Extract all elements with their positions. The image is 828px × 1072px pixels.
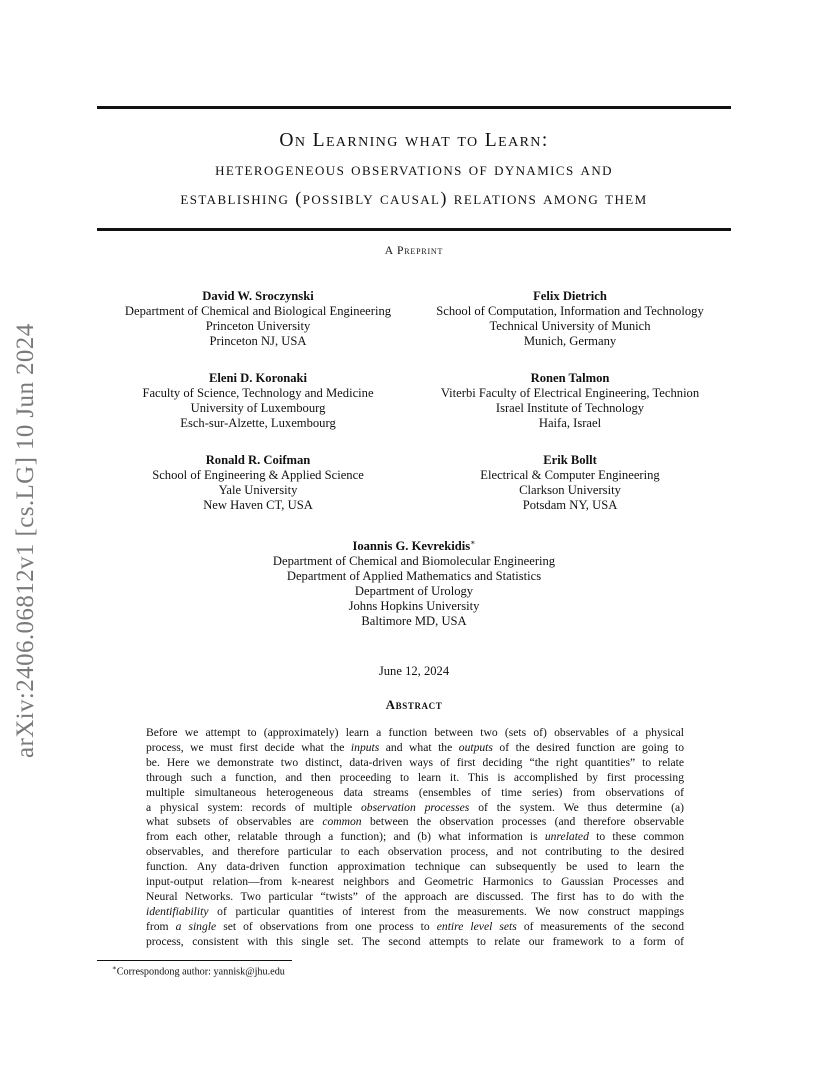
author-block: [88, 371, 428, 431]
abstract-text: from: [146, 919, 176, 933]
abstract-text: function. Any data-driven function approximation technique can subsequently be used to learn the: [146, 860, 684, 874]
author-name: Ronen Talmon: [530, 371, 610, 385]
author-affiliation: School of Computation, Information and Technology: [436, 304, 704, 318]
author-affiliation: School of Engineering & Applied Science: [152, 468, 364, 482]
abstract-line: [146, 801, 684, 816]
footnote-marker: ∗: [470, 538, 476, 547]
preprint-label: A Preprint: [384, 244, 444, 257]
title-top-rule: [97, 106, 731, 109]
abstract-line: [146, 905, 684, 920]
author-block: [400, 371, 740, 431]
abstract-line: [146, 756, 684, 771]
footnote-marker: ∗: [112, 964, 117, 972]
abstract-text: process, consistent with this single set. The second attempts to relate our framework to a form of: [146, 934, 684, 948]
title-line-3: establishing (possibly causal) relations among them: [180, 188, 648, 208]
author-affiliation: Baltimore MD, USA: [361, 614, 467, 629]
author-name: Felix Dietrich: [533, 289, 607, 303]
footnote: [112, 964, 285, 977]
author-block: [88, 289, 428, 349]
abstract-emphasis: common: [322, 815, 362, 829]
title-bottom-rule: [97, 228, 731, 231]
abstract-text: from each other, relatable through a function); and (b) what information is: [146, 830, 545, 844]
abstract-line: [146, 726, 684, 741]
abstract-line: [146, 845, 684, 860]
footnote-rule: [97, 960, 292, 961]
author-affiliation: Department of Applied Mathematics and Statistics: [286, 569, 542, 584]
abstract-text: through such a function, and then proceeding to learn it. This is accomplished by first processing: [146, 770, 684, 784]
abstract-emphasis: a single: [175, 919, 217, 933]
abstract-text: of the desired function are going to: [492, 740, 684, 754]
abstract-line: [146, 920, 684, 935]
author-affiliation: Munich, Germany: [523, 334, 617, 348]
author-block: [400, 289, 740, 349]
author-affiliation: Faculty of Science, Technology and Medicine: [142, 386, 374, 400]
paper-title: [97, 126, 731, 213]
abstract-text: what subsets of observables are: [146, 815, 323, 829]
author-block: [88, 453, 428, 513]
abstract-text: of measurements of the second: [516, 919, 685, 933]
footnote-text: Correspondong author: yannisk@jhu.edu: [116, 966, 285, 978]
abstract-emphasis: inputs: [350, 740, 380, 754]
abstract-line: [146, 875, 684, 890]
abstract-emphasis: observation processes: [361, 800, 470, 814]
abstract-text: observables, and therefore particular to each observation process, and not contributing to the desired: [146, 845, 684, 859]
author-name: Erik Bollt: [543, 453, 597, 467]
abstract-text: process, we must first decide what the: [146, 740, 351, 754]
abstract-line: [146, 890, 684, 905]
author-affiliation: Haifa, Israel: [538, 416, 602, 430]
abstract-text: a physical system: records of multiple: [146, 800, 361, 814]
publication-date: June 12, 2024: [378, 664, 450, 678]
abstract-emphasis: entire level sets: [436, 919, 517, 933]
author-affiliation: Princeton NJ, USA: [209, 334, 307, 348]
abstract-line: [146, 860, 684, 875]
author-affiliation: Department of Chemical and Biological Engineering: [124, 304, 392, 318]
abstract-heading: Abstract: [385, 697, 443, 712]
author-affiliation: Clarkson University: [519, 483, 621, 497]
author-affiliation: Electrical & Computer Engineering: [480, 468, 660, 482]
author-affiliation: Potsdam NY, USA: [522, 498, 618, 512]
author-affiliation: University of Luxembourg: [190, 401, 326, 415]
author-affiliation: Johns Hopkins University: [348, 599, 480, 614]
abstract-text: Neural Networks. Two particular “twists” of the approach are discussed. The first has to do with the: [146, 889, 684, 903]
abstract-text: and what the: [379, 740, 459, 754]
author-affiliation: Princeton University: [205, 319, 311, 333]
title-line-2: heterogeneous observations of dynamics and: [215, 159, 613, 179]
abstract-line: [146, 741, 684, 756]
abstract-text: set of observations from one process to: [216, 919, 437, 933]
author-name: Eleni D. Koronaki: [208, 371, 308, 385]
abstract-text: input-output relation—from k-nearest neighbors and Geometric Harmonics to Gaussian Processes and: [146, 875, 684, 889]
author-affiliation: Yale University: [218, 483, 298, 497]
abstract-line: [146, 815, 684, 830]
title-line-1: On Learning what to Learn:: [279, 130, 549, 151]
author-name: Ronald R. Coifman: [205, 453, 311, 467]
abstract-line: [146, 771, 684, 786]
author-affiliation: Technical University of Munich: [489, 319, 651, 333]
abstract-text: to these common: [588, 830, 684, 844]
abstract-body: [146, 726, 684, 950]
abstract-line: [146, 935, 684, 950]
arxiv-identifier-stamp: arXiv:2406.06812v1 [cs.LG] 10 Jun 2024: [12, 323, 39, 758]
author-block: [400, 453, 740, 513]
author-affiliation: New Haven CT, USA: [203, 498, 313, 512]
author-affiliation: Department of Chemical and Biomolecular Engineering: [272, 554, 556, 569]
abstract-line: [146, 830, 684, 845]
author-name: David W. Sroczynski: [202, 289, 314, 303]
abstract-text: of particular quantities of interest from the measurements. We now construct mappings: [208, 904, 684, 918]
abstract-emphasis: identifiability: [146, 904, 209, 918]
abstract-text: multiple simultaneous heterogeneous data streams (ensembles of time series) from observations of: [146, 785, 684, 799]
abstract-text: be. Here we demonstrate two distinct, data-driven ways of first deciding “the right quantities” to relate: [146, 755, 684, 769]
author-affiliation: Viterbi Faculty of Electrical Engineering, Technion: [440, 386, 700, 400]
abstract-text: of the system. We thus determine (a): [469, 800, 684, 814]
abstract-emphasis: outputs: [458, 740, 493, 754]
author-name: Ioannis G. Kevrekidis∗: [352, 538, 476, 554]
author-affiliation: Esch-sur-Alzette, Luxembourg: [180, 416, 336, 430]
author-affiliation: Israel Institute of Technology: [495, 401, 645, 415]
abstract-text: between the observation processes (and therefore observable: [361, 815, 684, 829]
abstract-text: Before we attempt to (approximately) learn a function between two (sets of) observables of a physical: [146, 726, 684, 739]
author-block: [244, 535, 584, 629]
abstract-line: [146, 786, 684, 801]
author-affiliation: Department of Urology: [354, 584, 474, 599]
abstract-emphasis: unrelated: [544, 830, 589, 844]
